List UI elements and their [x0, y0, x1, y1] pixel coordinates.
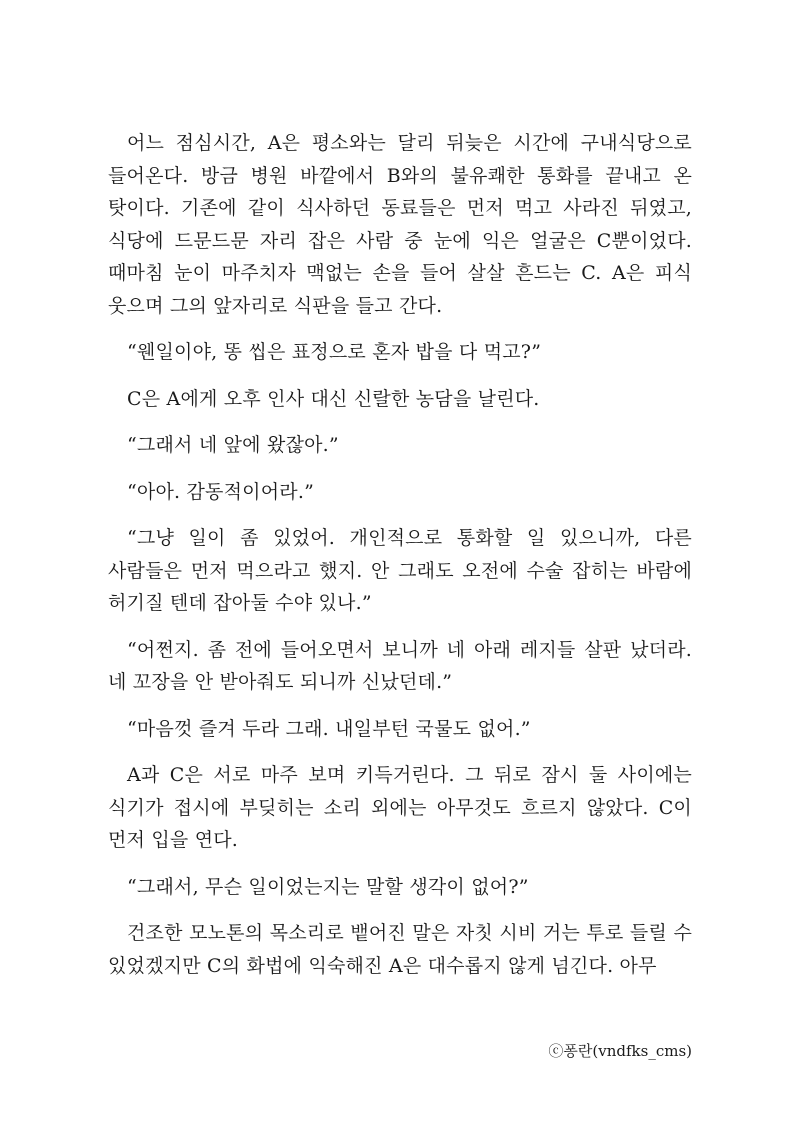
paragraph-narration-8: A과 C은 서로 마주 보며 키득거린다. 그 뒤로 잠시 둘 사이에는 식기가 접시에 부딪히는 소리 외에는 아무것도 흐르지 않았다. C이 먼저 입을 연다. [108, 764, 692, 851]
paragraph-narration-intro: 어느 점심시간, A은 평소와는 달리 뒤늦은 시간에 구내식당으로 들어온다. 방금 병원 바깥에서 B와의 불유쾌한 통화를 끝내고 온 탓이다. 기존에 같이 식사하던 동료들은 먼저 먹고 사라진 뒤였고, 식당에 드문드문 자리 잡은 사람 중 눈에 익은 얼굴은 C뿐이었다. 때마침 눈이 마주치자 맥없는 손을 들어 살살 흔드는 C. A은 피식 웃으며 그의 앞자리로 식판을 들고 간다. [108, 132, 692, 317]
paragraph-narration-2: C은 A에게 오후 인사 대신 신랄한 농담을 날린다. [127, 387, 540, 410]
paragraph-dialogue-9: “그래서, 무슨 일이었는지는 말할 생각이 없어?” [127, 875, 529, 898]
paragraph-dialogue-7: “마음껏 즐겨 두라 그래. 내일부턴 국물도 없어.” [127, 717, 531, 740]
paragraph-dialogue-5: “그냥 일이 좀 있었어. 개인적으로 통화할 일 있으니까, 다른 사람들은 먼저 먹으라고 했지. 안 그래도 오전에 수술 잡히는 바람에 허기질 텐데 잡아둘 수야 있나.” [108, 527, 692, 614]
paragraph-dialogue-4: “아아. 감동적이어라.” [127, 480, 314, 503]
document-body [108, 127, 692, 996]
paragraph-narration-10: 건조한 모노톤의 목소리로 뱉어진 말은 자칫 시비 거는 투로 들릴 수 있었겠지만 C의 화법에 익숙해진 A은 대수롭지 않게 넘긴다. 아무 [108, 922, 692, 977]
paragraph-dialogue-6: “어쩐지. 좀 전에 들어오면서 보니까 네 아래 레지들 살판 났더라. 네 꼬장을 안 받아줘도 되니까 신났던데.” [108, 638, 692, 693]
copyright-footer: ⓒ퐁란(vndfks_cms) [548, 1042, 692, 1060]
paragraph-dialogue-3: “그래서 네 앞에 왔잖아.” [127, 434, 339, 456]
paragraph-dialogue-1: “웬일이야, 똥 씹은 표정으로 혼자 밥을 다 먹고?” [127, 341, 542, 363]
